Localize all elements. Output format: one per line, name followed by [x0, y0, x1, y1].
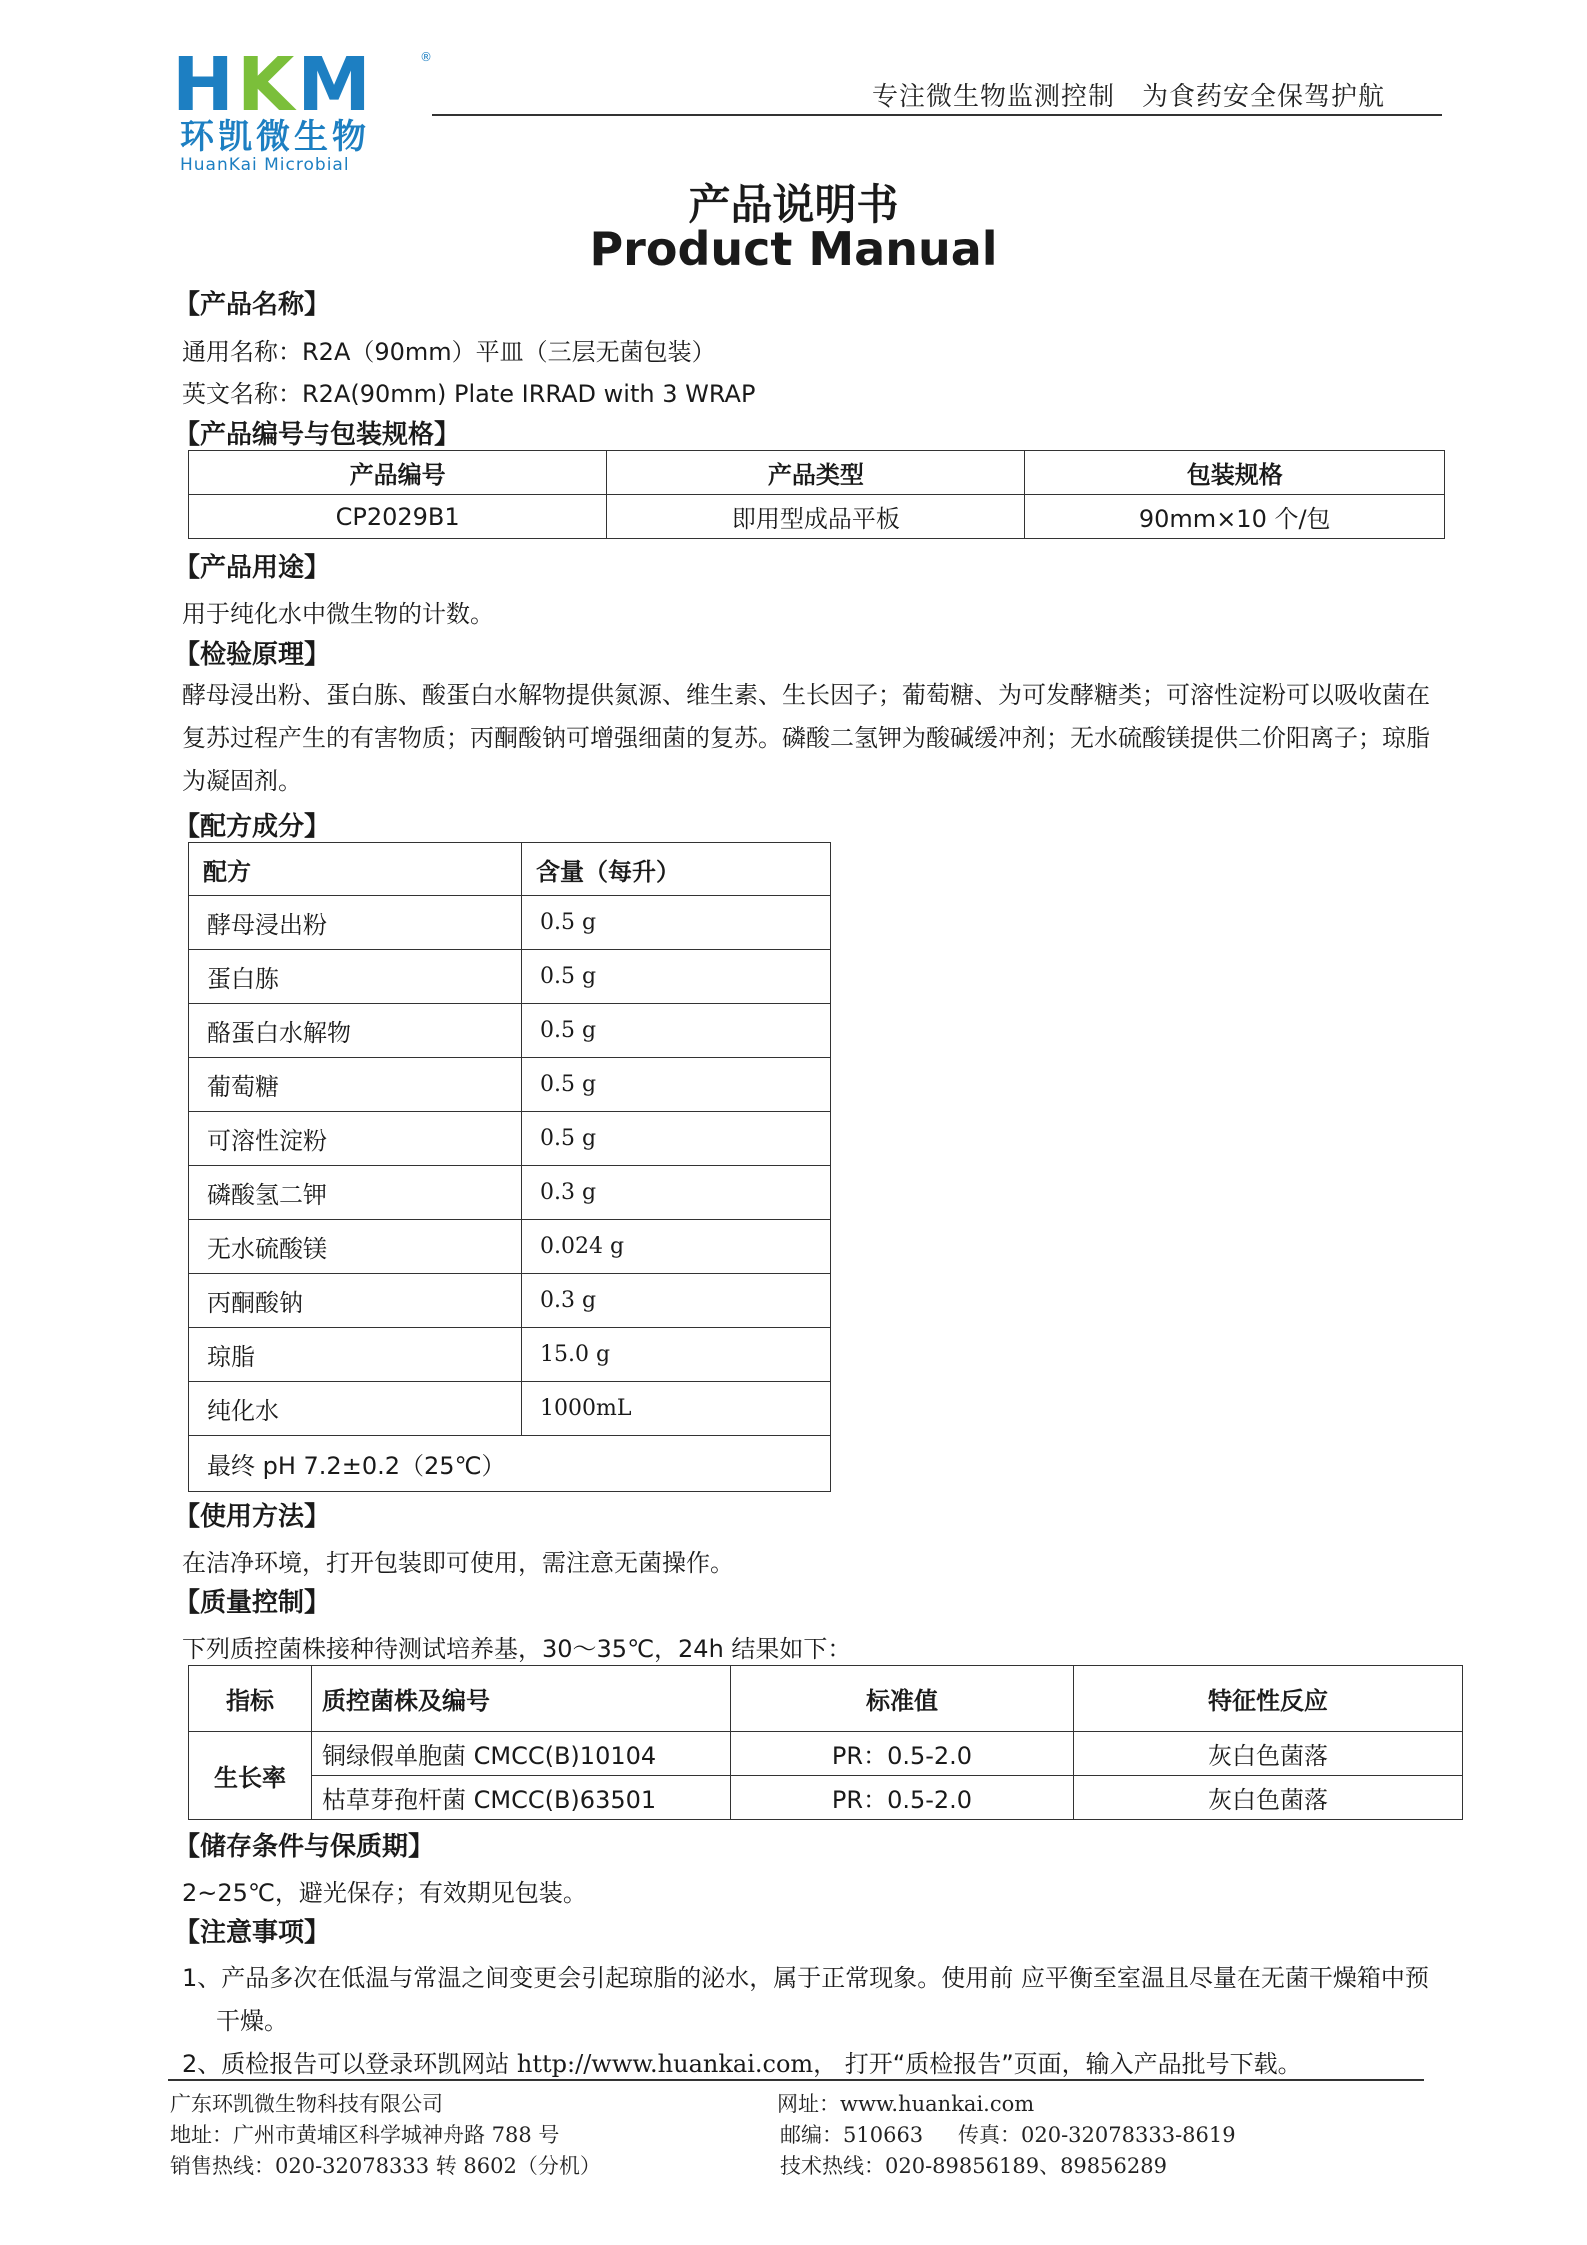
ingredient-name: 琼脂: [189, 1328, 522, 1382]
page-title-cn: 产品说明书: [688, 180, 899, 229]
qc-header: 质控菌株及编号: [312, 1666, 731, 1732]
qc-header: 标准值: [731, 1666, 1074, 1732]
qc-header: 特征性反应: [1074, 1666, 1463, 1732]
qc-standard: PR：0.5-2.0: [731, 1776, 1074, 1820]
header-slogan: 专注微生物监测控制 为食药安全保驾护航: [872, 82, 1386, 112]
section-heading-method: 【使用方法】: [174, 1502, 331, 1532]
qc-strain: 枯草芽孢杆菌 CMCC(B)63501: [312, 1776, 731, 1820]
footer-company: 广东环凯微生物科技有限公司: [170, 2092, 443, 2116]
qc-header: 指标: [189, 1666, 312, 1732]
final-ph: 最终 pH 7.2±0.2（25℃）: [189, 1436, 831, 1492]
ingredient-name: 酵母浸出粉: [189, 896, 522, 950]
section-heading-qc: 【质量控制】: [174, 1588, 331, 1618]
ingredient-name: 可溶性淀粉: [189, 1112, 522, 1166]
ingredient-amount: 0.3 g: [522, 1166, 831, 1220]
qc-table: [188, 1665, 1463, 1820]
logo-mark: HKM: [172, 42, 374, 128]
section-heading-principle: 【检验原理】: [174, 640, 331, 670]
footer-website: 网址：www.huankai.com: [777, 2092, 1035, 2116]
section-heading-product-name: 【产品名称】: [174, 290, 331, 320]
note-item-2-text-end: ， 打开“质检报告”页面，输入产品批号下载。: [813, 2050, 1302, 2078]
ingredient-name: 丙酮酸钠: [189, 1274, 522, 1328]
logo-english-name: HuanKai Microbial: [180, 155, 350, 175]
formula-table: [188, 842, 831, 1492]
principle-paragraph: [182, 674, 1452, 803]
header-divider: [432, 114, 1442, 116]
usage-text: 用于纯化水中微生物的计数。: [182, 600, 494, 628]
qc-standard: PR：0.5-2.0: [731, 1732, 1074, 1776]
footer-sales-hotline: 销售热线：020-32078333 转 8602（分机）: [170, 2154, 601, 2178]
principle-line: 为凝固剂。: [182, 767, 302, 795]
qc-indicator: 生长率: [189, 1732, 312, 1820]
ingredient-amount: 1000mL: [522, 1382, 831, 1436]
page-title-en: Product Manual: [589, 222, 998, 276]
qc-reaction: 灰白色菌落: [1074, 1732, 1463, 1776]
section-heading-formula: 【配方成分】: [174, 812, 331, 842]
note-item-1-continued: 干燥。: [216, 2007, 288, 2035]
note-item-1: 1、产品多次在低温与常温之间变更会引起琼脂的泌水，属于正常现象。使用前 应平衡至室温且尽量在无菌干燥箱中预: [182, 1964, 1429, 1992]
registered-mark-icon: ®: [420, 50, 432, 64]
ingredient-amount: 0.5 g: [522, 1058, 831, 1112]
packaging-header: 包装规格: [1025, 451, 1445, 495]
principle-line: 酵母浸出粉、蛋白胨、酸蛋白水解物提供氮源、维生素、生长因子；葡萄糖、为可发酵糖类；可溶性淀粉可以吸收菌在: [182, 681, 1430, 709]
english-name: 英文名称：R2A(90mm) Plate IRRAD with 3 WRAP: [182, 380, 756, 408]
ingredient-amount: 0.5 g: [522, 1004, 831, 1058]
package-spec: 90mm×10 个/包: [1025, 495, 1445, 539]
note-item-2: [182, 2044, 1302, 2079]
section-heading-notes: 【注意事项】: [174, 1918, 331, 1948]
ingredient-name: 磷酸氢二钾: [189, 1166, 522, 1220]
footer-tech-hotline: 技术热线：020-89856189、89856289: [780, 2154, 1167, 2178]
generic-name: 通用名称：R2A（90mm）平皿（三层无菌包装）: [182, 338, 716, 366]
company-logo: [172, 42, 452, 175]
packaging-table: [188, 450, 1445, 539]
section-heading-usage: 【产品用途】: [174, 553, 331, 583]
formula-header-amount: 含量（每升）: [522, 843, 831, 896]
logo-chinese-name: 环凯微生物: [180, 117, 370, 157]
ingredient-name: 葡萄糖: [189, 1058, 522, 1112]
method-text: 在洁净环境，打开包装即可使用，需注意无菌操作。: [182, 1549, 734, 1577]
product-code: CP2029B1: [189, 495, 607, 539]
footer-postcode: 邮编：510663: [780, 2123, 924, 2147]
ingredient-amount: 0.3 g: [522, 1274, 831, 1328]
principle-line: 复苏过程产生的有害物质；丙酮酸钠可增强细菌的复苏。磷酸二氢钾为酸碱缓冲剂；无水硫酸镁提供二价阳离子；琼脂: [182, 724, 1430, 752]
product-type: 即用型成品平板: [607, 495, 1025, 539]
ingredient-amount: 15.0 g: [522, 1328, 831, 1382]
ingredient-amount: 0.5 g: [522, 896, 831, 950]
footer-divider: [168, 2079, 1424, 2081]
ingredient-name: 酪蛋白水解物: [189, 1004, 522, 1058]
ingredient-name: 蛋白胨: [189, 950, 522, 1004]
formula-header-ingredient: 配方: [189, 843, 522, 896]
packaging-header: 产品编号: [189, 451, 607, 495]
footer-fax: 传真：020-32078333-8619: [958, 2123, 1236, 2147]
ingredient-amount: 0.024 g: [522, 1220, 831, 1274]
packaging-header: 产品类型: [607, 451, 1025, 495]
storage-text: 2~25℃，避光保存；有效期见包装。: [182, 1879, 587, 1907]
section-heading-packaging: 【产品编号与包装规格】: [174, 420, 461, 450]
ingredient-name: 纯化水: [189, 1382, 522, 1436]
website-link[interactable]: http://www.huankai.com: [516, 2050, 814, 2078]
ingredient-amount: 0.5 g: [522, 950, 831, 1004]
qc-reaction: 灰白色菌落: [1074, 1776, 1463, 1820]
ingredient-amount: 0.5 g: [522, 1112, 831, 1166]
footer-address: 地址：广州市黄埔区科学城神舟路 788 号: [170, 2123, 560, 2147]
note-item-2-text: 2、质检报告可以登录环凯网站: [182, 2050, 517, 2078]
qc-strain: 铜绿假单胞菌 CMCC(B)10104: [312, 1732, 731, 1776]
qc-intro: 下列质控菌株接种待测试培养基，30～35℃，24h 结果如下：: [182, 1635, 852, 1663]
ingredient-name: 无水硫酸镁: [189, 1220, 522, 1274]
section-heading-storage: 【储存条件与保质期】: [174, 1832, 435, 1862]
